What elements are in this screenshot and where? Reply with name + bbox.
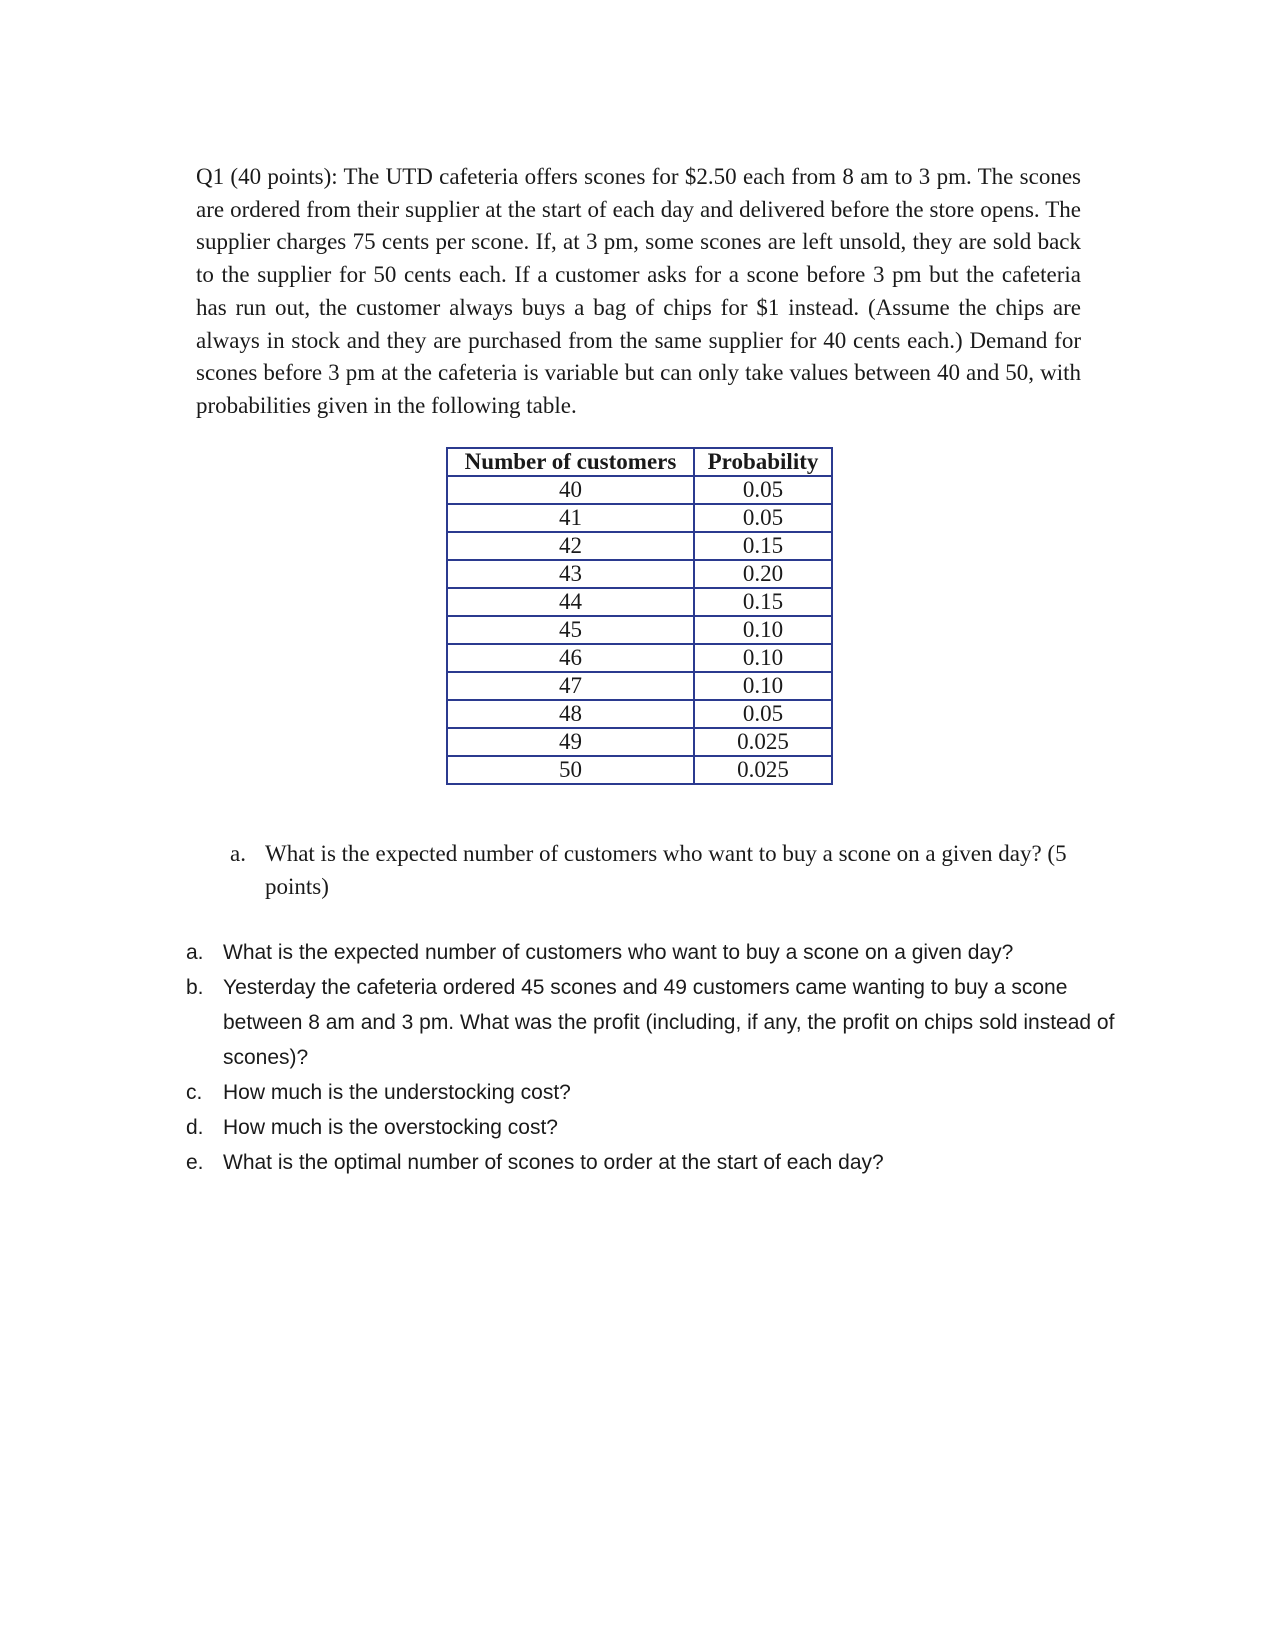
table-header-row [447,448,832,476]
list-marker: e. [186,1151,204,1174]
table-row [447,588,832,616]
list-marker: d. [186,1116,204,1139]
customers-cell: 41 [447,504,694,532]
table-row [447,504,832,532]
table-row [447,700,832,728]
customers-cell: 40 [447,476,694,504]
table-row [447,644,832,672]
table-row [447,616,832,644]
table-row [447,728,832,756]
customers-cell: 44 [447,588,694,616]
list-item [186,1075,1146,1110]
table-row [447,560,832,588]
probability-cell: 0.05 [694,476,832,504]
probability-cell: 0.025 [694,728,832,756]
customers-cell: 48 [447,700,694,728]
list-marker: a. [230,841,246,866]
part-text: What is the expected number of customers who want to buy a scone on a given day? [223,941,1014,964]
column-header-customers: Number of customers [447,448,694,476]
part-text: How much is the understocking cost? [223,1081,571,1104]
probability-cell: 0.05 [694,700,832,728]
probability-cell: 0.15 [694,532,832,560]
column-header-probability: Probability [694,448,832,476]
list-marker: b. [186,976,204,999]
original-part-a [230,837,1090,903]
question-intro: Q1 (40 points): The UTD cafeteria offers scones for $2.50 each from 8 am to 3 pm. The scones are ordered from their supplier at the start of each day and delivered before the store opens. The supplier charges 75 cents per scone. If, at 3 pm, some scones are left unsold, they are sold back to the supplier for 50 cents each. If a customer asks for a scone before 3 pm but the cafeteria has run out, the customer always buys a bag of chips for $1 instead. (Assume the chips are always in stock and they are purchased from the same supplier for 40 cents each.) Demand for scones before 3 pm at the cafeteria is variable but can only take values between 40 and 50, with probabilities given in the following table. [196,164,1081,418]
customers-cell: 45 [447,616,694,644]
list-marker: a. [186,941,204,964]
list-item [186,1110,1146,1145]
probability-cell: 0.10 [694,644,832,672]
probability-cell: 0.05 [694,504,832,532]
customers-cell: 49 [447,728,694,756]
table-row [447,756,832,784]
list-item [186,935,1146,970]
list-item [186,1145,1146,1180]
question-parts-list [186,935,1146,1180]
probability-cell: 0.20 [694,560,832,588]
original-part-a-text: What is the expected number of customers who want to buy a scone on a given day? (5 points) [265,841,1067,899]
probability-cell: 0.10 [694,616,832,644]
probability-table [446,447,833,785]
customers-cell: 46 [447,644,694,672]
table-row [447,476,832,504]
part-text: What is the optimal number of scones to order at the start of each day? [223,1151,884,1174]
part-text: Yesterday the cafeteria ordered 45 scones and 49 customers came wanting to buy a scone between 8 am and 3 pm. What was the profit (including, if any, the profit on chips sold instead of scones)? [223,976,1115,1069]
list-marker: c. [186,1081,203,1104]
customers-cell: 42 [447,532,694,560]
probability-cell: 0.025 [694,756,832,784]
customers-cell: 47 [447,672,694,700]
table-row [447,532,832,560]
customers-cell: 50 [447,756,694,784]
customers-cell: 43 [447,560,694,588]
part-text: How much is the overstocking cost? [223,1116,558,1139]
probability-cell: 0.15 [694,588,832,616]
list-item [186,970,1146,1075]
table-row [447,672,832,700]
probability-cell: 0.10 [694,672,832,700]
